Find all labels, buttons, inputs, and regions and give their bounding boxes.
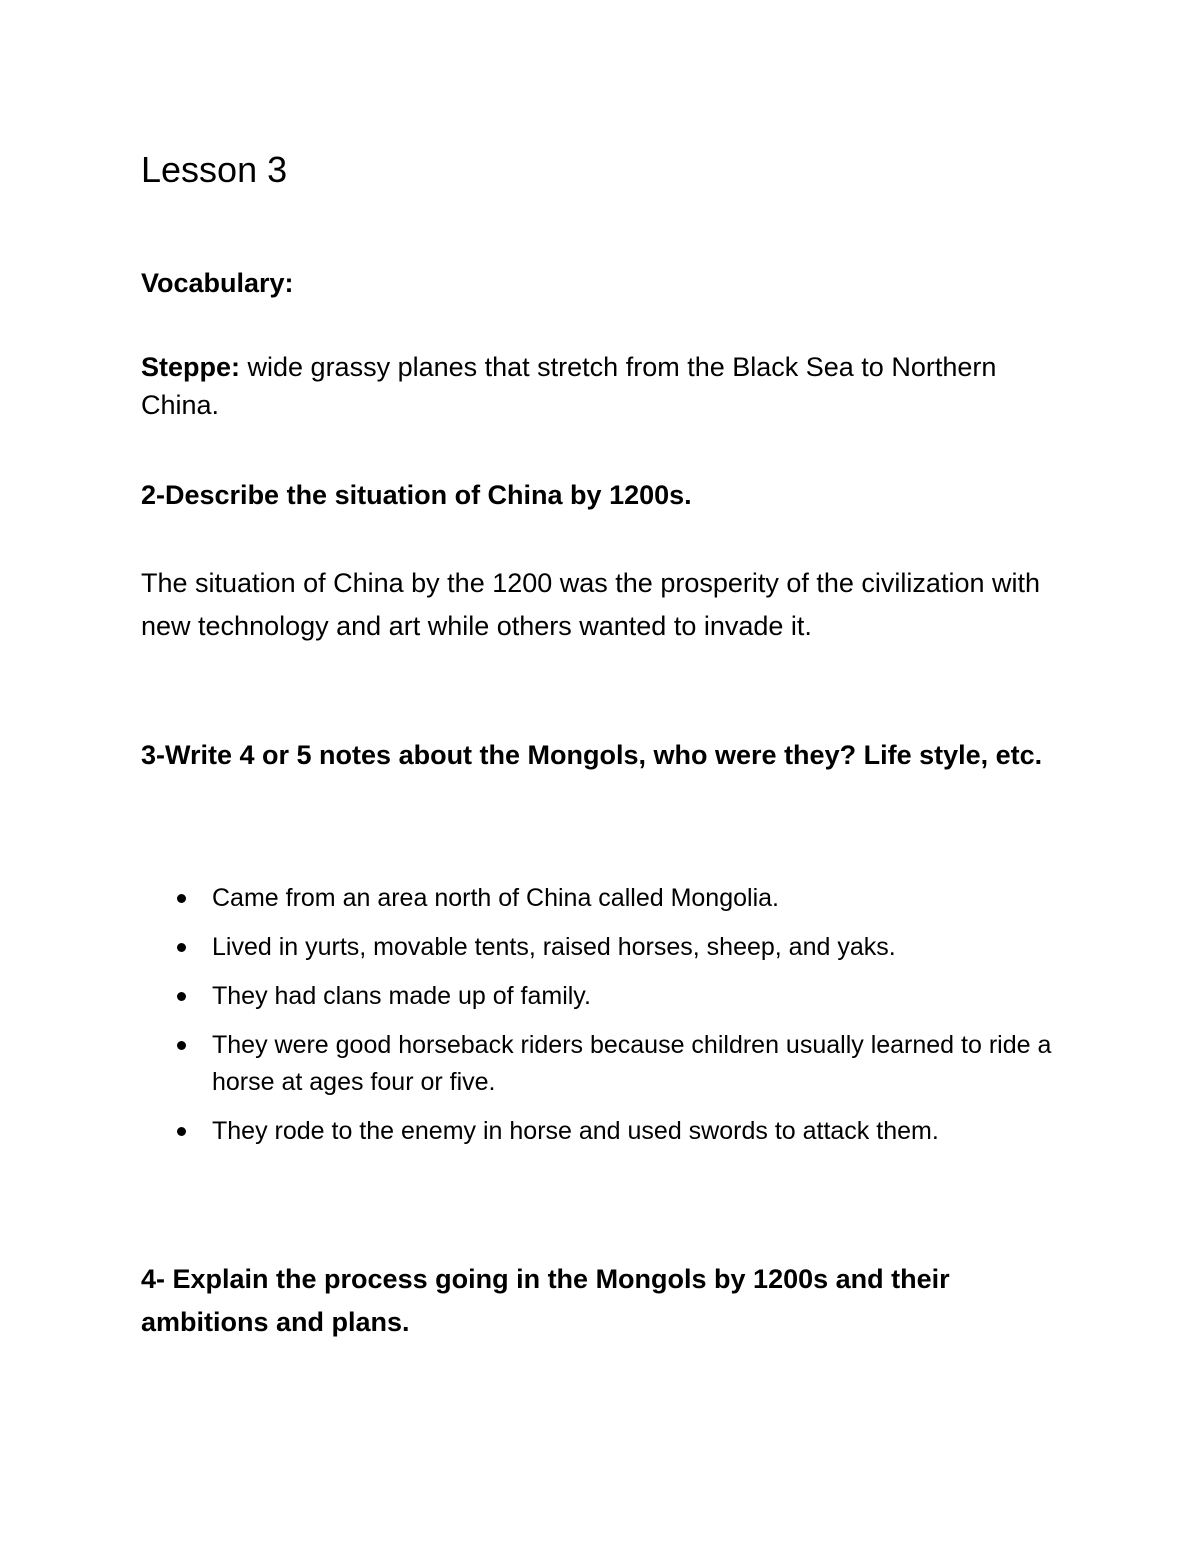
vocabulary-definition-text: wide grassy planes that stretch from the Black Sea to Northern China.: [141, 352, 997, 420]
bullet-icon: [177, 943, 186, 952]
mongol-notes-list: [172, 880, 1072, 1162]
question-2-heading: 2-Describe the situation of China by 1200s.: [141, 480, 692, 510]
list-item: [172, 1027, 1072, 1101]
bullet-icon: [177, 992, 186, 1001]
list-item: [172, 929, 1072, 966]
vocabulary-heading: Vocabulary:: [141, 268, 294, 298]
note-text: They were good horseback riders because children usually learned to ride a horse at ages four or five.: [212, 1031, 1052, 1096]
vocabulary-term: Steppe:: [141, 352, 241, 382]
vocabulary-definition: [141, 348, 1041, 424]
bullet-icon: [177, 1041, 186, 1050]
bullet-icon: [177, 894, 186, 903]
note-text: They rode to the enemy in horse and used swords to attack them.: [212, 1117, 939, 1145]
lesson-title: Lesson 3: [141, 149, 288, 190]
list-item: [172, 1113, 1072, 1150]
note-text: Lived in yurts, movable tents, raised horses, sheep, and yaks.: [212, 933, 896, 961]
list-item: [172, 880, 1072, 917]
question-3-heading: 3-Write 4 or 5 notes about the Mongols, who were they? Life style, etc.: [141, 740, 1043, 770]
note-text: They had clans made up of family.: [212, 982, 591, 1010]
bullet-icon: [177, 1127, 186, 1136]
question-4-heading: 4- Explain the process going in the Mongols by 1200s and their ambitions and plans.: [141, 1264, 950, 1337]
note-text: Came from an area north of China called Mongolia.: [212, 884, 779, 912]
question-2-answer: The situation of China by the 1200 was the prosperity of the civilization with new technology and art while others wanted to invade it.: [141, 568, 1040, 641]
list-item: [172, 978, 1072, 1015]
